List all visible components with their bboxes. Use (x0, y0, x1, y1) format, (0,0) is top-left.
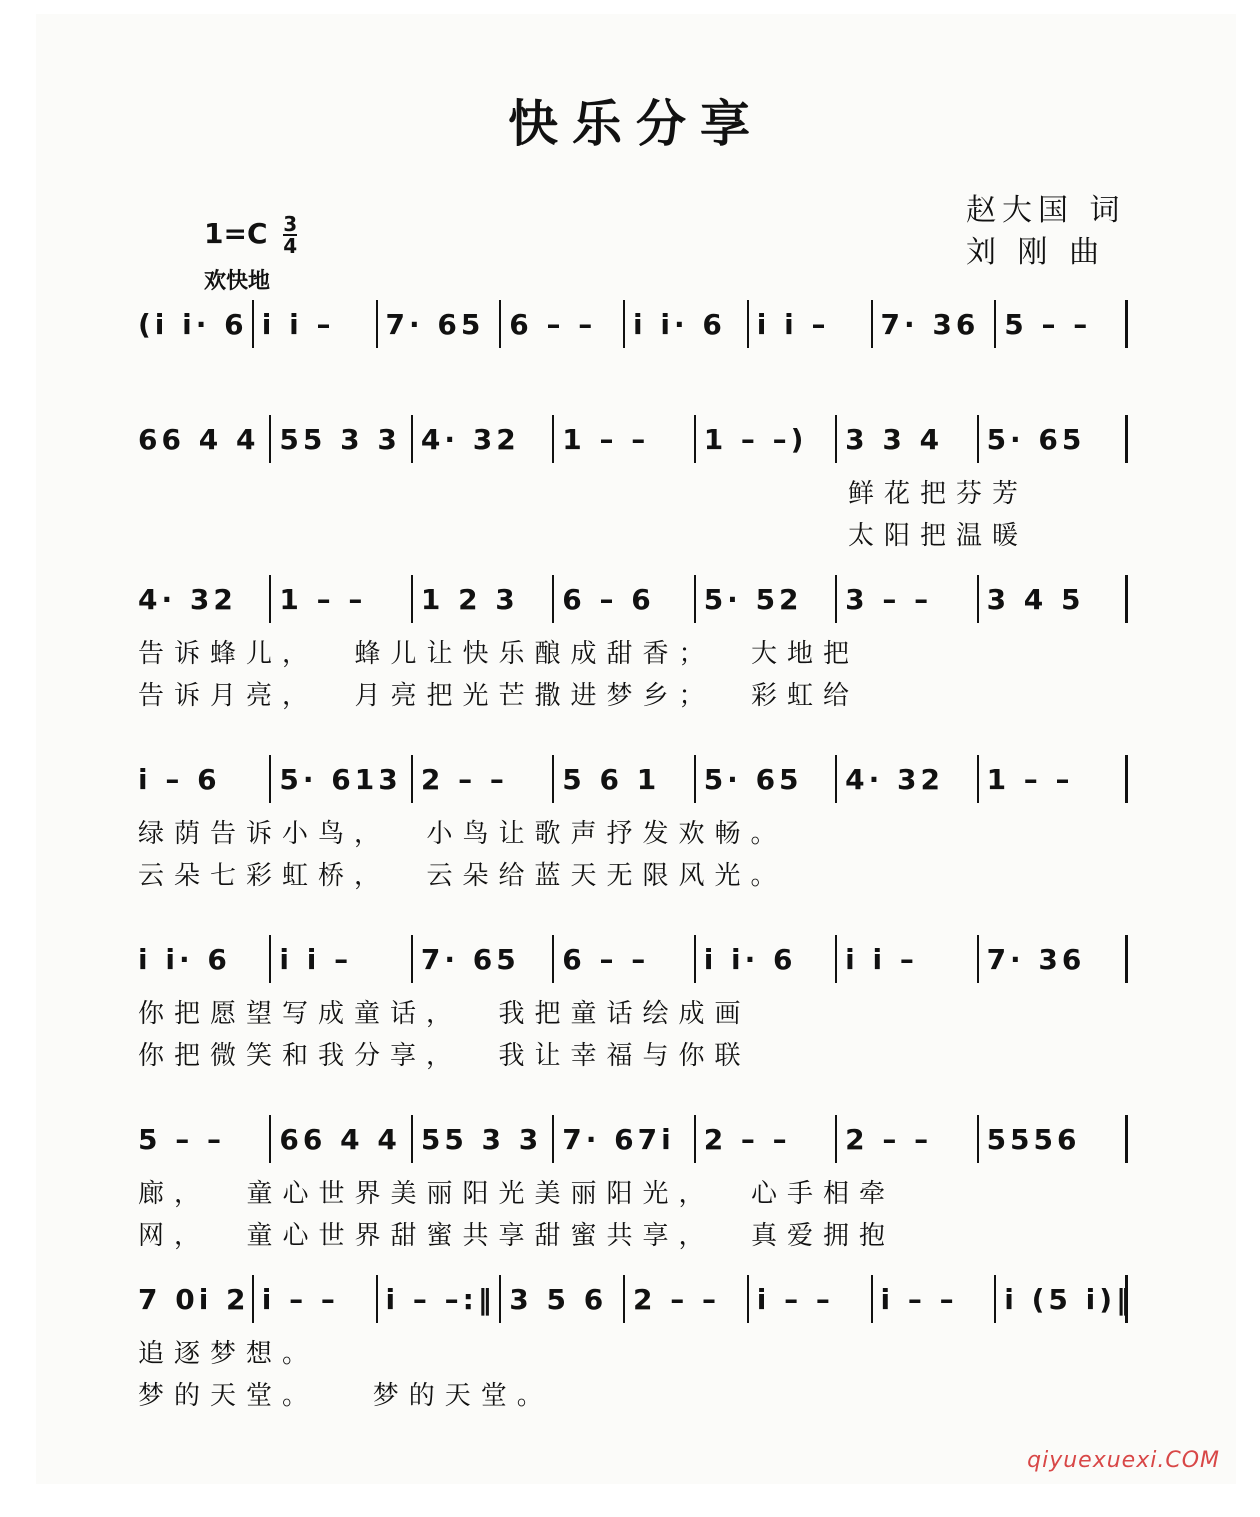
measure: i – – (756, 1283, 834, 1316)
lyric-line: 告诉月亮， 月亮把光芒撒进梦乡； 彩虹给 (138, 681, 860, 711)
bar-line (252, 300, 254, 348)
measure: i i – (261, 308, 335, 341)
measure: i i – (845, 943, 918, 976)
measure: 5· 613 (279, 763, 402, 796)
measure: 1 – – (279, 583, 367, 616)
measure: i i· 6 (138, 943, 231, 976)
bar-line (411, 1115, 413, 1163)
lyric-line: 云朵七彩虹桥， 云朵给蓝天无限风光。 (138, 861, 787, 891)
bar-line (499, 300, 501, 348)
bar-line (977, 415, 979, 463)
bar-line (623, 1275, 625, 1323)
measure: 5 – – (1004, 308, 1092, 341)
measure: 5 – – (138, 1123, 225, 1156)
bar-line (694, 415, 696, 463)
measure: 2 – – (703, 1123, 791, 1156)
bar-line (835, 415, 837, 463)
bar-line (994, 300, 996, 348)
bar-line (269, 935, 271, 983)
score-row (138, 300, 1128, 348)
measure: 55 3 3 (279, 423, 401, 456)
bar-line (376, 1275, 378, 1323)
bar-line (552, 1115, 554, 1163)
time-signature (283, 214, 297, 256)
measure: (i i· 6 (138, 308, 248, 341)
bar-line (411, 575, 413, 623)
score-row (138, 415, 1128, 551)
bar-line (694, 575, 696, 623)
bar-line (871, 300, 873, 348)
notes-line (138, 1115, 1128, 1163)
lyric-line: 你把愿望写成童话， 我把童话绘成画 (138, 999, 751, 1029)
notes-line (138, 935, 1128, 983)
time-bottom: 4 (283, 234, 298, 258)
bar-line (977, 1115, 979, 1163)
notes-line (138, 755, 1128, 803)
measure: i – – (261, 1283, 339, 1316)
lyricist-credit: 赵大国 词 (966, 193, 1126, 228)
measure: i – – (880, 1283, 958, 1316)
score-row (138, 755, 1128, 891)
bar-line (411, 935, 413, 983)
notes-line (138, 415, 1128, 463)
measure: 4· 32 (845, 763, 944, 796)
measure: 1 – –) (703, 423, 808, 456)
lyric-line: 太阳把温暖 (848, 521, 1029, 551)
page-title: 快乐分享 (508, 95, 764, 153)
bar-line (747, 300, 749, 348)
lyric-line: 追逐梦想。 (138, 1339, 319, 1369)
measure: 5· 52 (703, 583, 803, 616)
measure: 1 – – (562, 423, 650, 456)
measure: 3 4 5 (986, 583, 1085, 616)
measure: 66 4 4 (138, 423, 260, 456)
score-row (138, 935, 1128, 1071)
key-label: 1=C (204, 217, 268, 250)
score-row (138, 575, 1128, 711)
measure: 6 – 6 (562, 583, 655, 616)
lyric-line: 鲜花把芬芳 (848, 479, 1029, 509)
bar-line (694, 935, 696, 983)
lyric-line: 告诉蜂儿， 蜂儿让快乐酿成甜香； 大地把 (138, 639, 860, 669)
bar-line (977, 575, 979, 623)
measure: i – 6 (138, 763, 221, 796)
bar-line (411, 415, 413, 463)
bar-line (376, 300, 378, 348)
measure: 5· 65 (703, 763, 803, 796)
lyric-line: 网， 童心世界甜蜜共享甜蜜共享， 真爱拥抱 (138, 1221, 896, 1251)
measure: i i· 6 (633, 308, 726, 341)
measure: 1 – – (986, 763, 1074, 796)
measure: 2 – – (633, 1283, 720, 1316)
bar-line (977, 755, 979, 803)
measure: 55 3 3 (420, 1123, 543, 1156)
bar-line (269, 755, 271, 803)
bar-line (269, 575, 271, 623)
bar-line (747, 1275, 749, 1323)
time-top: 3 (283, 212, 298, 236)
measure: i i – (756, 308, 830, 341)
measure: 3 5 6 (509, 1283, 608, 1316)
measure: 6 – – (509, 308, 597, 341)
lyric-line: 绿荫告诉小鸟， 小鸟让歌声抒发欢畅。 (138, 819, 787, 849)
measure: i i – (279, 943, 353, 976)
measure: 2 – – (420, 763, 508, 796)
bar-line (623, 300, 625, 348)
bar-line (835, 935, 837, 983)
measure: 3 – – (845, 583, 933, 616)
bar-line (552, 575, 554, 623)
score-row (138, 1275, 1135, 1411)
measure: 5· 65 (986, 423, 1086, 456)
bar-line (694, 755, 696, 803)
credits (966, 190, 1126, 274)
bar-line (835, 575, 837, 623)
measure: 7· 36 (986, 943, 1086, 976)
bar-line (871, 1275, 873, 1323)
measure: i (5 i)‖ (1004, 1283, 1135, 1316)
lyric-line: 梦的天堂。 梦的天堂。 (138, 1381, 553, 1411)
key-signature (204, 214, 297, 256)
measure: 5 6 1 (562, 763, 661, 796)
bar-line (552, 755, 554, 803)
bar-line (499, 1275, 501, 1323)
bar-line (269, 1115, 271, 1163)
composer-credit: 刘 刚 曲 (966, 235, 1106, 270)
measure: 7· 65 (420, 943, 520, 976)
measure: 3 3 4 (845, 423, 944, 456)
measure: i i· 6 (703, 943, 797, 976)
bar-line (694, 1115, 696, 1163)
measure: 5556 (986, 1123, 1081, 1156)
lyric-line: 你把微笑和我分享， 我让幸福与你联 (138, 1041, 751, 1071)
bar-line (269, 415, 271, 463)
notes-line (138, 1275, 1135, 1323)
bar-line (552, 935, 554, 983)
measure: 1 2 3 (420, 583, 519, 616)
measure: 7· 67i (562, 1123, 675, 1156)
measure: 4· 32 (420, 423, 520, 456)
bar-line (552, 415, 554, 463)
bar-line (252, 1275, 254, 1323)
bar-line (835, 755, 837, 803)
measure: 2 – – (845, 1123, 933, 1156)
score-sheet (36, 14, 1236, 1484)
watermark: qiyuexuexi.COM (1027, 1448, 1220, 1473)
lyric-line: 廊， 童心世界美丽阳光美丽阳光， 心手相牵 (138, 1179, 896, 1209)
tempo-marking: 欢快地 (204, 269, 271, 294)
score-row (138, 1115, 1128, 1251)
notes-line (138, 575, 1128, 623)
measure: 7 0i 2 (138, 1283, 250, 1316)
measure: 66 4 4 (279, 1123, 401, 1156)
measure: 7· 65 (385, 308, 485, 341)
measure: i – –:‖ (385, 1283, 496, 1316)
bar-line (977, 935, 979, 983)
measure: 6 – – (562, 943, 650, 976)
bar-line (411, 755, 413, 803)
measure: 7· 36 (880, 308, 980, 341)
notes-line (138, 300, 1128, 348)
bar-line (994, 1275, 996, 1323)
bar-line (835, 1115, 837, 1163)
measure: 4· 32 (138, 583, 237, 616)
